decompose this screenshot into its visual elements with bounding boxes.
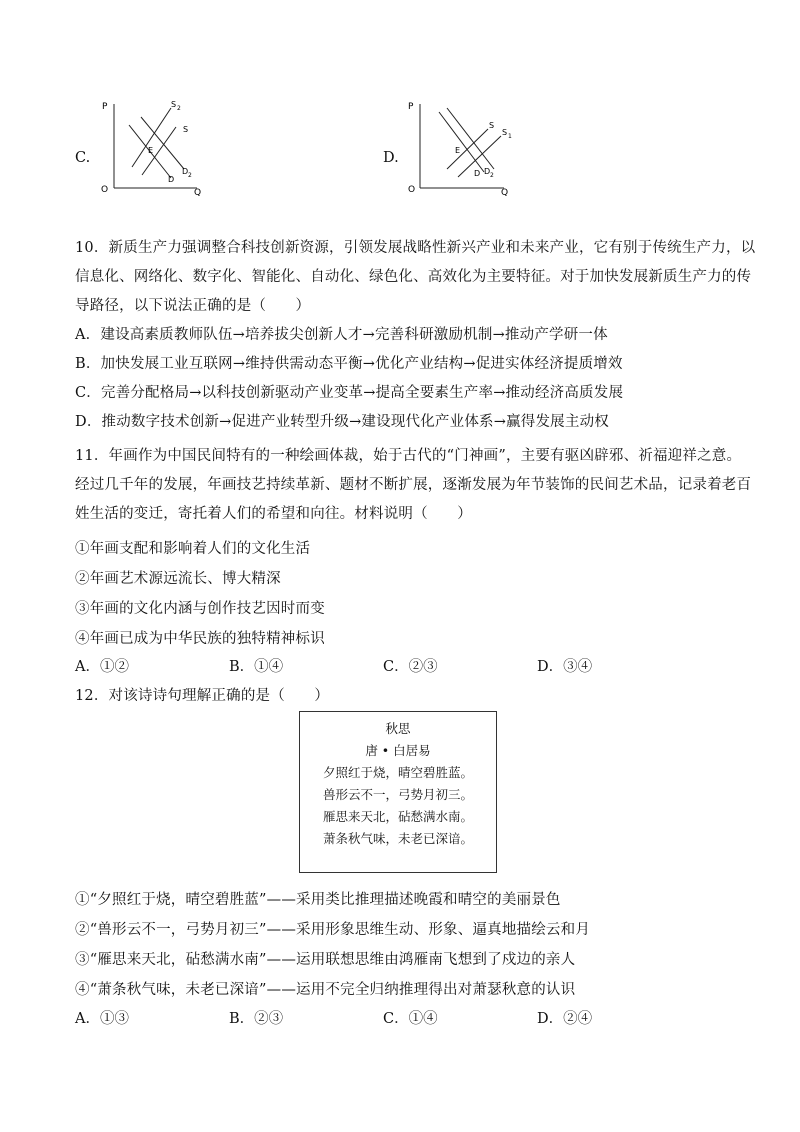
graph-d-supply-demand bbox=[402, 92, 522, 202]
q11-stem-line-1: 11．年画作为中国民间特有的一种绘画体裁，始于古代的“门神画”，主要有驱凶辟邪、祈福迎祥之意。 bbox=[75, 448, 742, 464]
graph-d-label-d2-sub: 2 bbox=[490, 172, 494, 179]
q12-statement-1: ①“夕照红于烧，晴空碧胜蓝”——采用类比推理描述晚霞和晴空的美丽景色 bbox=[75, 892, 561, 908]
graph-c-label-s2: S bbox=[171, 100, 177, 109]
q10-stem-line-3: 导路径，以下说法正确的是（ ） bbox=[75, 298, 311, 314]
graph-c-label-d2: D bbox=[182, 167, 189, 176]
graph-c-axis-q: Q bbox=[194, 188, 202, 198]
poem-author: 唐 • 白居易 bbox=[365, 743, 431, 758]
q11-choice-d: D．③④ bbox=[537, 659, 593, 675]
q11-stem-line-3: 姓生活的变迁，寄托着人们的希望和向往。材料说明（ ） bbox=[75, 506, 472, 522]
q11-statement-4: ④年画已成为中华民族的独特精神标识 bbox=[75, 631, 325, 647]
q10-stem-line-1: 10．新质生产力强调整合科技创新资源，引领发展战略性新兴产业和未来产业，它有别于传统生产力，以 bbox=[75, 240, 756, 256]
graph-d-label-d2: D bbox=[484, 167, 491, 176]
graph-c-label-s2-sub: 2 bbox=[177, 105, 181, 112]
q10-option-c: C．完善分配格局→以科技创新驱动产业变革→提高全要素生产率→推动经济高质发展 bbox=[75, 385, 624, 401]
q10-option-a: A．建设高素质教师队伍→培养拔尖创新人才→完善科研激励机制→推动产学研一体 bbox=[75, 327, 608, 343]
q12-choice-a: A．①③ bbox=[75, 1011, 129, 1027]
graph-c-supply-demand bbox=[95, 92, 205, 202]
graph-c-label-e: E bbox=[148, 146, 154, 155]
poem-line-4: 萧条秋气味，未老已深谙。 bbox=[322, 831, 473, 846]
q12-choice-b: B．②③ bbox=[229, 1011, 284, 1027]
q12-statement-3: ③“雁思来天北，砧愁满水南”——运用联想思维由鸿雁南飞想到了戍边的亲人 bbox=[75, 952, 576, 968]
q11-choice-c: C．②③ bbox=[383, 659, 438, 675]
graph-d-label-e: E bbox=[455, 146, 461, 155]
q12-statement-4: ④“萧条秋气味，未老已深谙”——运用不完全归纳推理得出对萧瑟秋意的认识 bbox=[75, 982, 576, 998]
graph-c-label-s: S bbox=[183, 125, 189, 134]
poem-line-1: 夕照红于烧，晴空碧胜蓝。 bbox=[322, 765, 473, 780]
graph-c-axis-p: P bbox=[102, 102, 108, 112]
q11-choice-a: A．①② bbox=[75, 659, 129, 675]
poem-box bbox=[299, 711, 497, 873]
q11-statement-3: ③年画的文化内涵与创作技艺因时而变 bbox=[75, 601, 325, 617]
graph-d-origin: O bbox=[408, 185, 416, 195]
graph-d-option-label: D. bbox=[383, 150, 399, 166]
q12-choice-d: D．②④ bbox=[537, 1011, 593, 1027]
graph-c-label-d2-sub: 2 bbox=[188, 172, 192, 179]
graph-c-option-label: C. bbox=[75, 150, 91, 166]
poem-title: 秋思 bbox=[385, 721, 411, 736]
q11-statement-2: ②年画艺术源远流长、博大精深 bbox=[75, 571, 281, 587]
q12-choice-c: C．①④ bbox=[383, 1011, 438, 1027]
graph-d-axis-q: Q bbox=[501, 188, 509, 198]
q10-option-b: B．加快发展工业互联网→维持供需动态平衡→优化产业结构→促进实体经济提质增效 bbox=[75, 356, 623, 372]
q11-choice-b: B．①④ bbox=[229, 659, 284, 675]
q11-stem-line-2: 经过几千年的发展，年画技艺持续革新、题材不断扩展，逐渐发展为年节装饰的民间艺术品，记录着老百 bbox=[75, 477, 752, 493]
graph-c-origin: O bbox=[101, 185, 109, 195]
graph-d-label-d: D bbox=[474, 169, 481, 178]
graph-d-axis-p: P bbox=[408, 102, 414, 112]
q11-statement-1: ①年画支配和影响着人们的文化生活 bbox=[75, 541, 311, 557]
q10-option-d: D．推动数字技术创新→促进产业转型升级→建设现代化产业体系→赢得发展主动权 bbox=[75, 414, 609, 430]
q10-stem-line-2: 信息化、网络化、数字化、智能化、自动化、绿色化、高效化为主要特征。对于加快发展新质生产力的传 bbox=[75, 269, 752, 285]
q12-statement-2: ②“兽形云不一，弓势月初三”——采用形象思维生动、形象、逼真地描绘云和月 bbox=[75, 922, 591, 938]
graph-d-label-s: S bbox=[489, 121, 495, 130]
q12-stem: 12．对该诗诗句理解正确的是（ ） bbox=[75, 688, 330, 704]
graph-c-label-d: D bbox=[168, 175, 175, 184]
poem-line-2: 兽形云不一，弓势月初三。 bbox=[322, 787, 473, 802]
graph-d-label-s1-sub: 1 bbox=[508, 133, 512, 140]
graph-d-label-s1: S bbox=[502, 128, 508, 137]
poem-line-3: 雁思来天北，砧愁满水南。 bbox=[322, 809, 473, 824]
